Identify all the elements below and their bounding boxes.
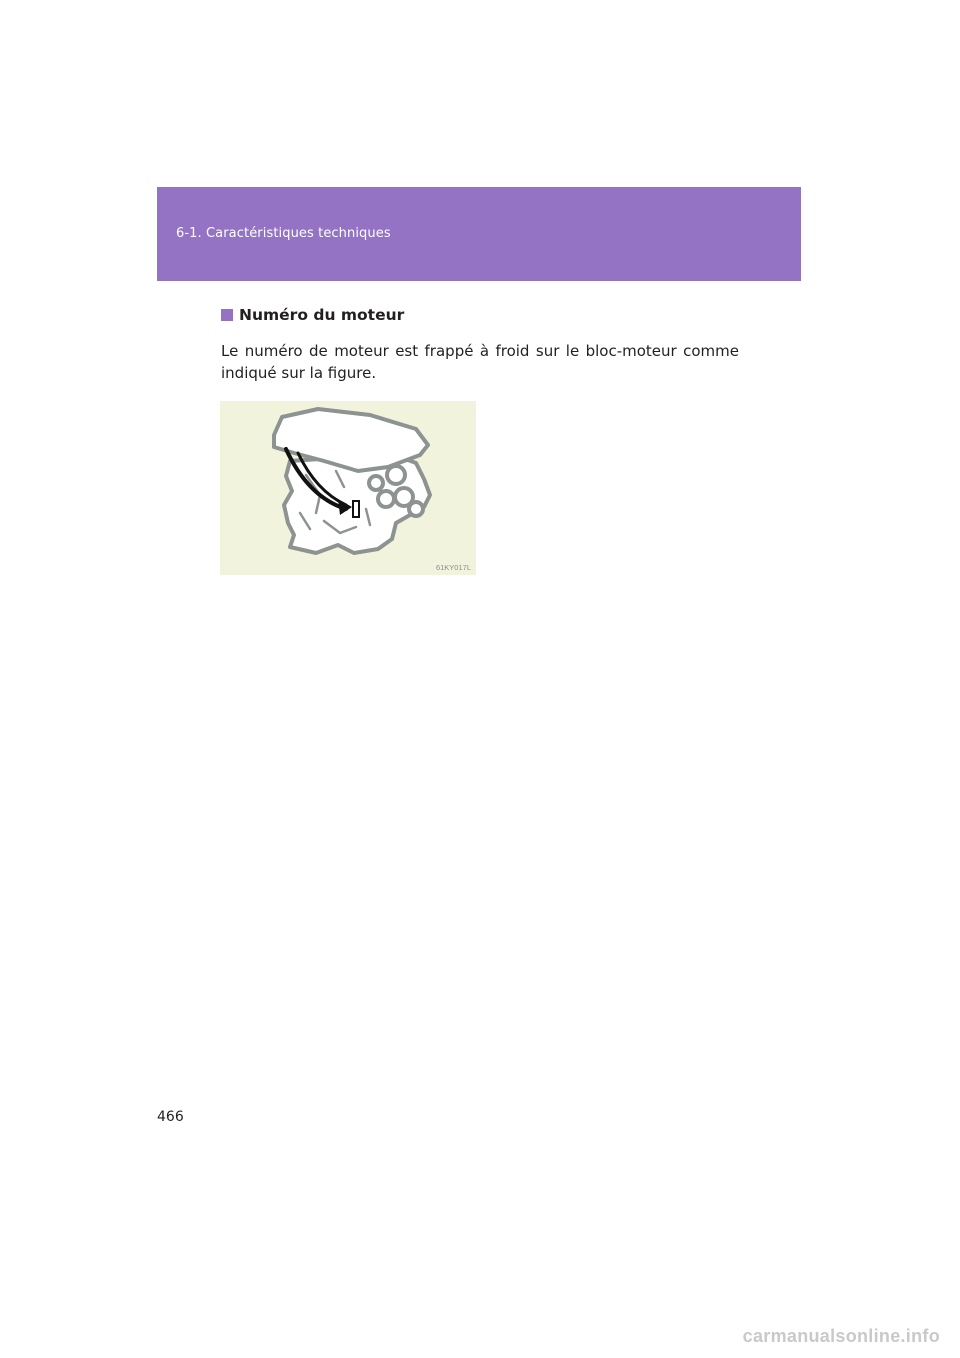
section-heading — [221, 306, 404, 324]
section-header-band — [157, 187, 801, 281]
watermark: carmanualsonline.info — [742, 1326, 940, 1346]
figure-code: 61KY017L — [435, 563, 471, 572]
engine-block-illustration — [220, 401, 476, 575]
square-bullet-icon — [221, 309, 233, 321]
engine-figure — [220, 401, 476, 575]
page-number: 466 — [157, 1109, 184, 1125]
section-title: 6-1. Caractéristiques techniques — [176, 226, 391, 241]
body-paragraph: Le numéro de moteur est frappé à froid sur le bloc-moteur comme indiqué sur la figure. — [221, 342, 739, 382]
section-heading-label: Numéro du moteur — [239, 306, 405, 324]
